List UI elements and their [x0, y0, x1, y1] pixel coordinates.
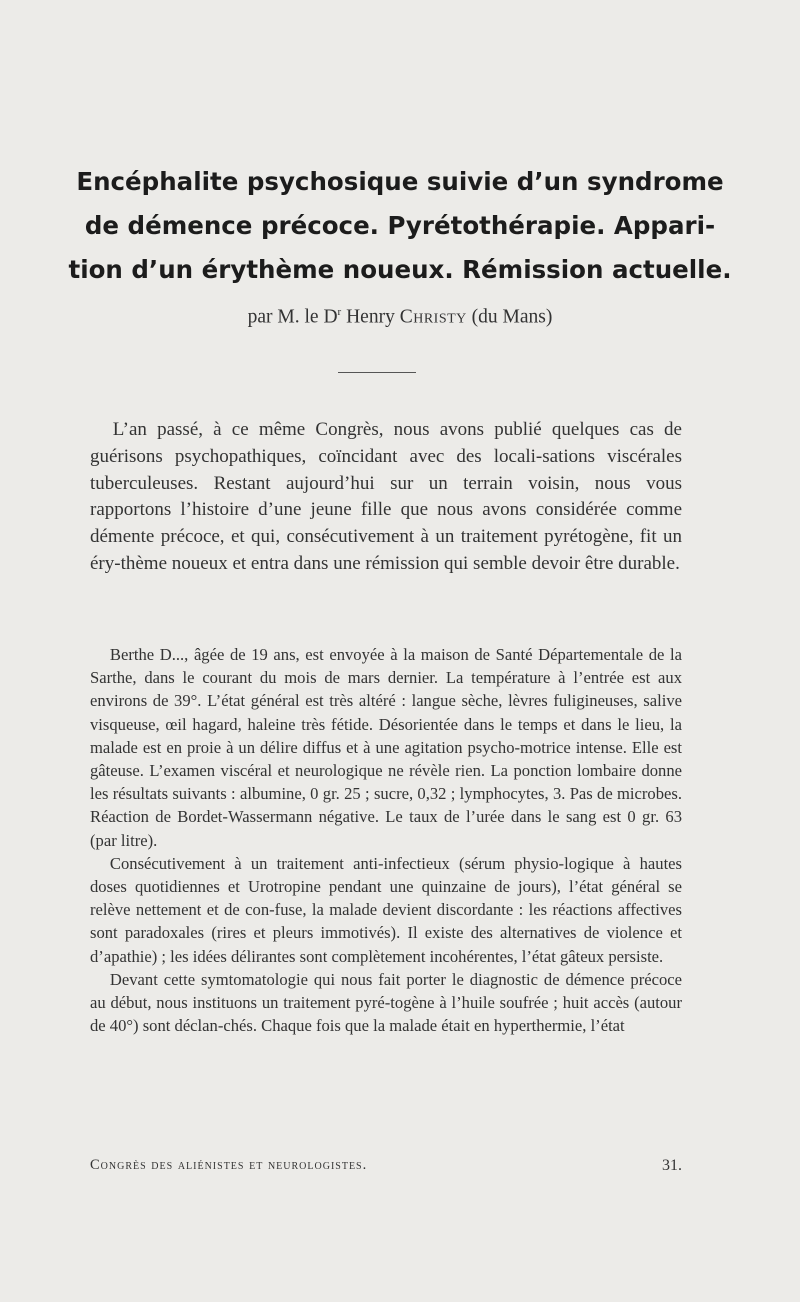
- intro-section: [90, 417, 682, 578]
- title-line: Encéphalite psychosique suivie d’un syndrome: [76, 167, 724, 196]
- footer-publication: Congrès des aliénistes et neurologistes.: [90, 1157, 368, 1173]
- body-paragraph: Consécutivement à un traitement anti-infectieux (sérum physio-logique à hautes doses quotidiennes et Urotropine pendant une quinzaine de jours), l’état général se relève nettement et de con-fuse, la malade devient discordante : les réactions affectives sont paradoxales (rires et pleurs immotivés). Il existe des alternatives de violence et d’apathie) ; les idées délirantes sont complètement incohérentes, l’état gâteux persiste.: [90, 853, 682, 966]
- body-paragraph: Devant cette symtomatologie qui nous fait porter le diagnostic de démence précoce au début, nous instituons un traitement pyré-togène à l’huile soufrée ; huit accès (autour de 40°) sont déclan-chés. Chaque fois que la malade était en hyperthermie, l’état: [90, 969, 682, 1036]
- separator-rule: [338, 372, 416, 373]
- body-paragraph: Berthe D..., âgée de 19 ans, est envoyée à la maison de Santé Départementale de la Sarthe, dans le courant du mois de mars dernier. La température à l’entrée est aux environs de 39°. L’état général est très altéré : langue sèche, lèvres fuligineuses, salive visqueuse, œil hagard, haleine très fétide. Désorientée dans le temps et dans le lieu, la malade est en proie à un délire diffus et à une agitation psycho-motrice intense. Elle est gâteuse. L’examen viscéral et neurologique ne révèle rien. La ponction lombaire donne les résultats suivants : albumine, 0 gr. 25 ; sucre, 0,32 ; lymphocytes, 3. Pas de microbes. Réaction de Bordet-Wassermann négative. Le taux de l’urée dans le sang est 0 gr. 63 (par litre).: [90, 645, 682, 850]
- byline-prefix: par M. le D: [247, 306, 338, 328]
- intro-paragraph: L’an passé, à ce même Congrès, nous avons publié quelques cas de guérisons psychopathiques, coïncidant avec des locali-sations viscérales tuberculeuses. Restant aujourd’hui sur un terrain voisin, nous vous rapportons l’histoire d’une jeune fille que nous avons considérée comme démente précoce, et qui, consécutivement à un traitement pyrétogène, fit un éry-thème noueux et entra dans une rémission qui semble devoir être durable.: [90, 419, 682, 574]
- author-byline: [0, 306, 800, 329]
- author-location: (du Mans): [466, 306, 553, 328]
- page-number: 31.: [662, 1157, 682, 1174]
- page-footer: [90, 1157, 682, 1174]
- author-first-name: Henry: [341, 306, 400, 328]
- case-report-body: [90, 643, 682, 1037]
- title-line: de démence précoce. Pyrétothérapie. Appari-: [84, 211, 716, 240]
- byline-degree: r: [337, 306, 342, 318]
- author-surname: Christy: [399, 306, 467, 328]
- title-line: tion d’un érythème noueux. Rémission actuelle.: [68, 255, 732, 284]
- article-title: [60, 160, 740, 292]
